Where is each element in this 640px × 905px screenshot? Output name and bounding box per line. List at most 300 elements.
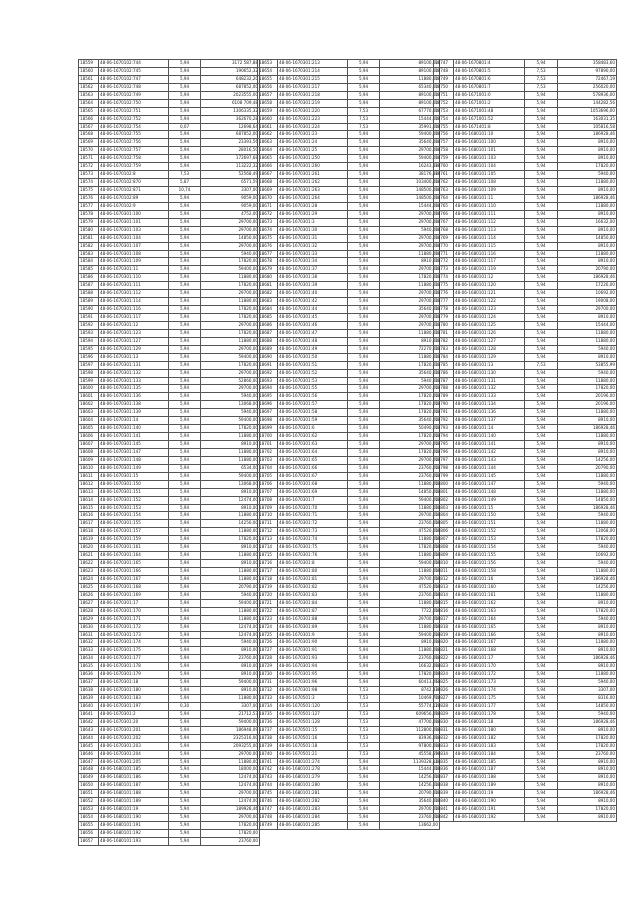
amount-cell: 20196,00 [558,393,617,401]
cadastral-number-cell: 48-06-1680101:149 [454,496,525,504]
table-row [258,441,440,449]
row-number-cell: 18567 [79,123,99,131]
amount-cell: 20790,00 [201,583,260,591]
row-number-cell: 18839 [434,790,454,798]
cadastral-number-cell: 48-06-1680101:278 [278,766,348,774]
row-number-cell: 18797 [434,456,454,464]
amount-cell: 11880,00 [201,433,260,441]
row-number-cell: 18633 [79,647,99,655]
row-number-cell: 18800 [434,480,454,488]
cadastral-number-cell: 48-06-1680101:19 [99,806,169,814]
cadastral-number-cell: 48-06-1680101:279 [278,774,348,782]
cadastral-number-cell: 48-06-1670301:94 [278,663,348,671]
row-number-cell: 18574 [79,179,99,187]
amount-cell: 11880,00 [380,552,440,560]
table-row [434,639,617,647]
cadastral-number-cell: 48-06-1680101:191 [99,822,169,830]
cadastral-number-cell: 48-06-1670301:68 [278,480,348,488]
row-number-cell: 18702 [258,448,278,456]
tax-rate-cell: 5,94 [525,695,558,703]
table-row [434,75,617,83]
cadastral-number-cell: 48-06-1670301:39 [278,282,348,290]
tax-table-right [433,59,617,822]
table-row [258,782,440,790]
table-row [434,798,617,806]
row-number-cell: 18685 [258,314,278,322]
tax-rate-cell: 5,94 [525,290,558,298]
table-row [434,520,617,528]
amount-cell: 105816,58 [558,123,617,131]
tax-rate-cell: 5,94 [525,441,558,449]
amount-cell: 5940,00 [558,480,617,488]
cadastral-number-cell: 48-06-1670301:203 [99,742,169,750]
row-number-cell: 18762 [434,179,454,187]
table-row [258,401,440,409]
row-number-cell: 18824 [434,671,454,679]
cadastral-number-cell: 48-06-1670301:13 [99,353,169,361]
amount-cell: 11880,00 [201,568,260,576]
table-row [79,433,260,441]
row-number-cell: 18768 [434,226,454,234]
cadastral-number-cell: 48-06-1670301:59 [278,417,348,425]
table-row [434,464,617,472]
tax-rate-cell: 5,94 [525,115,558,123]
amount-cell: 50490,00 [380,425,440,433]
row-number-cell: 18620 [79,544,99,552]
row-number-cell: 18699 [258,425,278,433]
cadastral-number-cell: 48-06-1680101:166 [454,631,525,639]
row-number-cell: 18571 [79,155,99,163]
amount-cell: 186928,46 [558,194,617,202]
cadastral-number-cell: 48-06-1670301:164 [99,552,169,560]
amount-cell: 17820,00 [558,536,617,544]
cadastral-number-cell: 48-06-1670301:52 [278,369,348,377]
cadastral-number-cell: 48-06-1680101:133 [454,393,525,401]
table-row [79,441,260,449]
table-row [79,274,260,282]
table-row [79,266,260,274]
tax-rate-cell: 5,94 [525,734,558,742]
table-column-right [433,59,617,822]
amount-cell: 609656,00 [380,710,440,718]
tax-rate-cell: 5,94 [169,822,201,830]
cadastral-number-cell: 48-06-1670301:44 [278,306,348,314]
amount-cell: 2023555,00 [201,91,260,99]
cadastral-number-cell: 48-06-1680101:170 [454,663,525,671]
table-row [79,829,260,837]
cadastral-number-cell: 48-06-1680101:144 [454,464,525,472]
amount-cell: 8910,00 [380,639,440,647]
table-row [434,393,617,401]
tax-rate-cell: 5,94 [169,409,201,417]
tax-rate-cell: 5,94 [525,250,558,258]
table-row [434,139,617,147]
cadastral-number-cell: 48-06-1680101:175 [454,695,525,703]
table-row [79,83,260,91]
table-row [258,115,440,123]
table-row [79,67,260,75]
table-row [79,488,260,496]
row-number-cell: 18816 [434,607,454,615]
table-row [258,766,440,774]
amount-cell: 5940,00 [380,226,440,234]
cadastral-number-cell: 48-06-1670301:169 [99,591,169,599]
amount-cell: 89100,00 [380,91,440,99]
row-number-cell: 18656 [79,829,99,837]
amount-cell: 2325316,00 [201,734,260,742]
amount-cell: 11880,00 [201,298,260,306]
row-number-cell: 18595 [79,345,99,353]
cadastral-number-cell: 48-06-1670301:90 [278,639,348,647]
tax-rate-cell: 5,94 [525,623,558,631]
row-number-cell: 18823 [434,663,454,671]
amount-cell: 17820,00 [380,401,440,409]
table-row [258,718,440,726]
amount-cell: 17820,00 [558,806,617,814]
table-row [79,202,260,210]
row-number-cell: 18680 [258,274,278,282]
cadastral-number-cell: 48-06-1670301:145 [99,441,169,449]
table-row [79,750,260,758]
amount-cell: 59400,00 [201,599,260,607]
row-number-cell: 18670 [258,194,278,202]
tax-rate-cell: 5,94 [169,837,201,845]
tax-rate-cell: 5,94 [525,480,558,488]
amount-cell: 12474,00 [201,798,260,806]
row-number-cell: 18636 [79,671,99,679]
tax-rate-cell: 5,94 [169,67,201,75]
cadastral-number-cell: 48-06-1670301:45 [278,314,348,322]
table-row [434,488,617,496]
amount-cell: 23760,00 [558,750,617,758]
row-number-cell: 18779 [434,314,454,322]
amount-cell: 23760,00 [201,655,260,663]
tax-rate-cell: 5,94 [525,187,558,195]
amount-cell: 14850,00 [558,496,617,504]
table-row [258,179,440,187]
tax-rate-cell: 5,94 [169,194,201,202]
amount-cell: 11880,00 [558,639,617,647]
row-number-cell: 18629 [79,615,99,623]
cadastral-number-cell: 48-06-1670301:132 [99,369,169,377]
amount-cell: 11880,00 [380,329,440,337]
table-row [434,433,617,441]
table-row [434,266,617,274]
table-row [79,91,260,99]
row-number-cell: 18791 [434,409,454,417]
amount-cell: 11880,00 [558,179,617,187]
row-number-cell: 18687 [258,329,278,337]
cadastral-number-cell: 48-06-1680101:185 [99,766,169,774]
table-row [434,329,617,337]
tax-rate-cell: 5,94 [169,218,201,226]
amount-cell: 11880,00 [558,377,617,385]
row-number-cell: 18572 [79,163,99,171]
table-row [258,671,440,679]
tax-rate-cell: 0,30 [169,702,201,710]
table-row [258,250,440,258]
cadastral-number-cell: 48-06-1680101:132 [454,385,525,393]
cadastral-number-cell: 48-06-1670301:260 [278,163,348,171]
row-number-cell: 18725 [258,631,278,639]
cadastral-number-cell: 48-06-1680101:117 [454,258,525,266]
tax-rate-cell: 0,07 [169,123,201,131]
row-number-cell: 18812 [434,575,454,583]
cadastral-number-cell: 48-06-1680101:100 [454,139,525,147]
cadastral-number-cell: 48-06-1670301:180 [99,687,169,695]
table-row [79,814,260,822]
amount-cell: 12698,64 [201,123,260,131]
table-row [258,560,440,568]
tax-rate-cell: 5,94 [169,829,201,837]
cadastral-number-cell: 48-06-1670301:174 [99,639,169,647]
amount-cell: 3172 587,88 [201,60,260,68]
table-row [258,187,440,195]
cadastral-number-cell: 48-06-1670301:93 [278,655,348,663]
table-row [79,623,260,631]
tax-rate-cell: 5,94 [525,314,558,322]
amount-cell: 29700,00 [201,242,260,250]
amount-cell: 8910,00 [558,448,617,456]
cadastral-number-cell: 48-06-1680101:165 [454,623,525,631]
amount-cell: 14256,00 [558,456,617,464]
tax-rate-cell: 5,94 [525,456,558,464]
amount-cell: 29700,00 [201,369,260,377]
table-row [434,687,617,695]
table-row [434,369,617,377]
table-row [258,234,440,242]
table-row [79,242,260,250]
amount-cell: 29700,00 [380,314,440,322]
table-row [79,115,260,123]
table-row [258,329,440,337]
cadastral-number-cell: 48-06-1680101:189 [99,798,169,806]
cadastral-number-cell: 48-06-1670301:114 [99,298,169,306]
table-row [434,536,617,544]
cadastral-number-cell: 48-06-1670301:65 [278,456,348,464]
table-row [258,242,440,250]
row-number-cell: 18700 [258,433,278,441]
cadastral-number-cell: 48-06-1670501:120 [278,702,348,710]
row-number-cell: 18592 [79,321,99,329]
table-row [434,758,617,766]
cadastral-number-cell: 48-06-1680101:184 [454,750,525,758]
row-number-cell: 18827 [434,695,454,703]
cadastral-number-cell: 48-06-1680101:190 [99,814,169,822]
cadastral-number-cell: 48-06-1670301:40 [278,290,348,298]
table-row [79,552,260,560]
cadastral-number-cell: 48-06-1670301:49 [278,345,348,353]
row-number-cell: 18621 [79,552,99,560]
row-number-cell: 18579 [79,218,99,226]
row-number-cell: 18748 [434,67,454,75]
amount-cell: 23760,00 [380,464,440,472]
row-number-cell: 18658 [258,99,278,107]
cadastral-number-cell: 48-06-1670301:73 [278,528,348,536]
tax-rate-cell: 5,94 [525,806,558,814]
amount-cell: 15444,00 [380,202,440,210]
tax-rate-cell: 5,94 [169,695,201,703]
row-number-cell: 18713 [258,536,278,544]
amount-cell: 8910,00 [201,647,260,655]
cadastral-number-cell: 48-06-1670301:159 [99,536,169,544]
row-number-cell: 18739 [258,742,278,750]
tax-rate-cell: 5,94 [525,194,558,202]
row-number-cell: 18722 [258,607,278,615]
tax-rate-cell: 5,94 [169,99,201,107]
tax-rate-cell: 5,94 [169,750,201,758]
cadastral-number-cell: 48-06-1680101:167 [454,639,525,647]
tax-rate-cell: 5,94 [348,274,380,282]
tax-rate-cell: 5,94 [348,179,380,187]
row-number-cell: 18654 [79,814,99,822]
row-number-cell: 18716 [258,560,278,568]
tax-rate-cell: 5,94 [348,774,380,782]
amount-cell: 1306335,32 [201,107,260,115]
table-row [79,171,260,179]
amount-cell: 29700,00 [201,321,260,329]
cadastral-number-cell: 48-06-1671001:48 [454,107,525,115]
amount-cell: 29700,00 [380,218,440,226]
table-row [434,361,617,369]
cadastral-number-cell: 48-06-1670301:178 [99,663,169,671]
amount-cell: 16632,00 [558,218,617,226]
cadastral-number-cell: 48-06-1680101:151 [454,520,525,528]
cadastral-number-cell: 48-06-1670301:12 [99,321,169,329]
amount-cell: 8910,00 [558,623,617,631]
table-column-left [78,59,260,846]
tax-rate-cell: 5,94 [348,528,380,536]
tax-rate-cell: 5,94 [169,615,201,623]
tax-rate-cell: 5,94 [169,417,201,425]
table-row [258,512,440,520]
table-row [79,179,260,187]
table-row [434,655,617,663]
amount-cell: 23393,56 [201,139,260,147]
amount-cell: 9059,00 [201,194,260,202]
tax-rate-cell: 5,94 [348,369,380,377]
table-row [434,123,617,131]
row-number-cell: 18737 [258,726,278,734]
row-number-cell: 18814 [434,591,454,599]
tax-rate-cell: 5,94 [169,83,201,91]
cadastral-number-cell: 48-06-1680101:128 [454,345,525,353]
row-number-cell: 18634 [79,655,99,663]
tax-rate-cell: 5,94 [169,631,201,639]
tax-rate-cell: 5,94 [169,290,201,298]
cadastral-number-cell: 48-06-1680101:136 [454,409,525,417]
amount-cell: 11880,00 [558,568,617,576]
amount-cell: 8910,00 [558,663,617,671]
row-number-cell: 18703 [258,456,278,464]
tax-rate-cell: 5,94 [525,687,558,695]
row-number-cell: 18622 [79,560,99,568]
cadastral-number-cell: 48-06-1670102:749 [99,91,169,99]
amount-cell: 59400,00 [201,472,260,480]
row-number-cell: 18696 [258,401,278,409]
amount-cell: 8910,00 [558,631,617,639]
table-row [434,599,617,607]
tax-rate-cell: 5,94 [525,544,558,552]
row-number-cell: 18760 [434,163,454,171]
table-row [79,568,260,576]
row-number-cell: 18710 [258,512,278,520]
cadastral-number-cell: 48-06-1670301:167 [99,575,169,583]
row-number-cell: 18630 [79,623,99,631]
table-row [434,710,617,718]
cadastral-number-cell: 48-06-1680101:18 [454,718,525,726]
tax-rate-cell: 5,94 [525,464,558,472]
amount-cell: 17820,00 [201,329,260,337]
cadastral-number-cell: 48-06-1670301:8 [278,560,348,568]
tax-rate-cell: 5,94 [525,171,558,179]
tax-rate-cell: 5,94 [348,210,380,218]
table-row [258,99,440,107]
tax-rate-cell: 5,94 [169,671,201,679]
cadastral-number-cell: 48-06-1680101:103 [454,155,525,163]
table-row [434,401,617,409]
table-row [258,210,440,218]
cadastral-number-cell: 48-06-1670301:129 [99,345,169,353]
cadastral-number-cell: 48-06-1670301:149 [99,464,169,472]
cadastral-number-cell: 48-06-1670102:870 [99,179,169,187]
cadastral-number-cell: 48-06-1680101:192 [99,829,169,837]
tax-rate-cell: 5,94 [169,480,201,488]
table-row [258,679,440,687]
row-number-cell: 18665 [258,155,278,163]
table-row [434,790,617,798]
table-row [434,290,617,298]
cadastral-number-cell: 48-06-1670301:48 [278,337,348,345]
tax-rate-cell: 5,94 [348,226,380,234]
amount-cell: 35640,00 [380,369,440,377]
row-number-cell: 18690 [258,353,278,361]
tax-rate-cell: 7,53 [348,702,380,710]
cadastral-number-cell: 48-06-1670301:20 [99,718,169,726]
row-number-cell: 18841 [434,806,454,814]
tax-rate-cell: 5,94 [348,456,380,464]
tax-rate-cell: 5,94 [525,147,558,155]
table-row [434,647,617,655]
cadastral-number-cell: 48-06-1680101:174 [454,687,525,695]
row-number-cell: 18678 [258,258,278,266]
row-number-cell: 18607 [79,441,99,449]
row-number-cell: 18652 [79,798,99,806]
amount-cell: 59400,00 [380,155,440,163]
row-number-cell: 18565 [79,107,99,115]
tax-rate-cell: 5,94 [169,210,201,218]
tax-rate-cell: 5,94 [348,647,380,655]
row-number-cell: 18593 [79,329,99,337]
amount-cell: 11880,00 [380,568,440,576]
row-number-cell: 18684 [258,306,278,314]
table-row [79,385,260,393]
tax-rate-cell: 5,94 [525,671,558,679]
tax-rate-cell: 7,53 [525,67,558,75]
row-number-cell: 18808 [434,544,454,552]
cadastral-number-cell: 48-06-1680101:190 [454,798,525,806]
amount-cell: 15444,00 [380,115,440,123]
tax-rate-cell: 5,94 [525,425,558,433]
row-number-cell: 18618 [79,528,99,536]
table-row [79,147,260,155]
table-row [79,663,260,671]
tax-rate-cell: 5,94 [348,575,380,583]
cadastral-number-cell: 48-06-1670301:183 [99,695,169,703]
row-number-cell: 18594 [79,337,99,345]
tax-rate-cell: 5,94 [525,218,558,226]
cadastral-number-cell: 48-06-1670301:141 [99,433,169,441]
